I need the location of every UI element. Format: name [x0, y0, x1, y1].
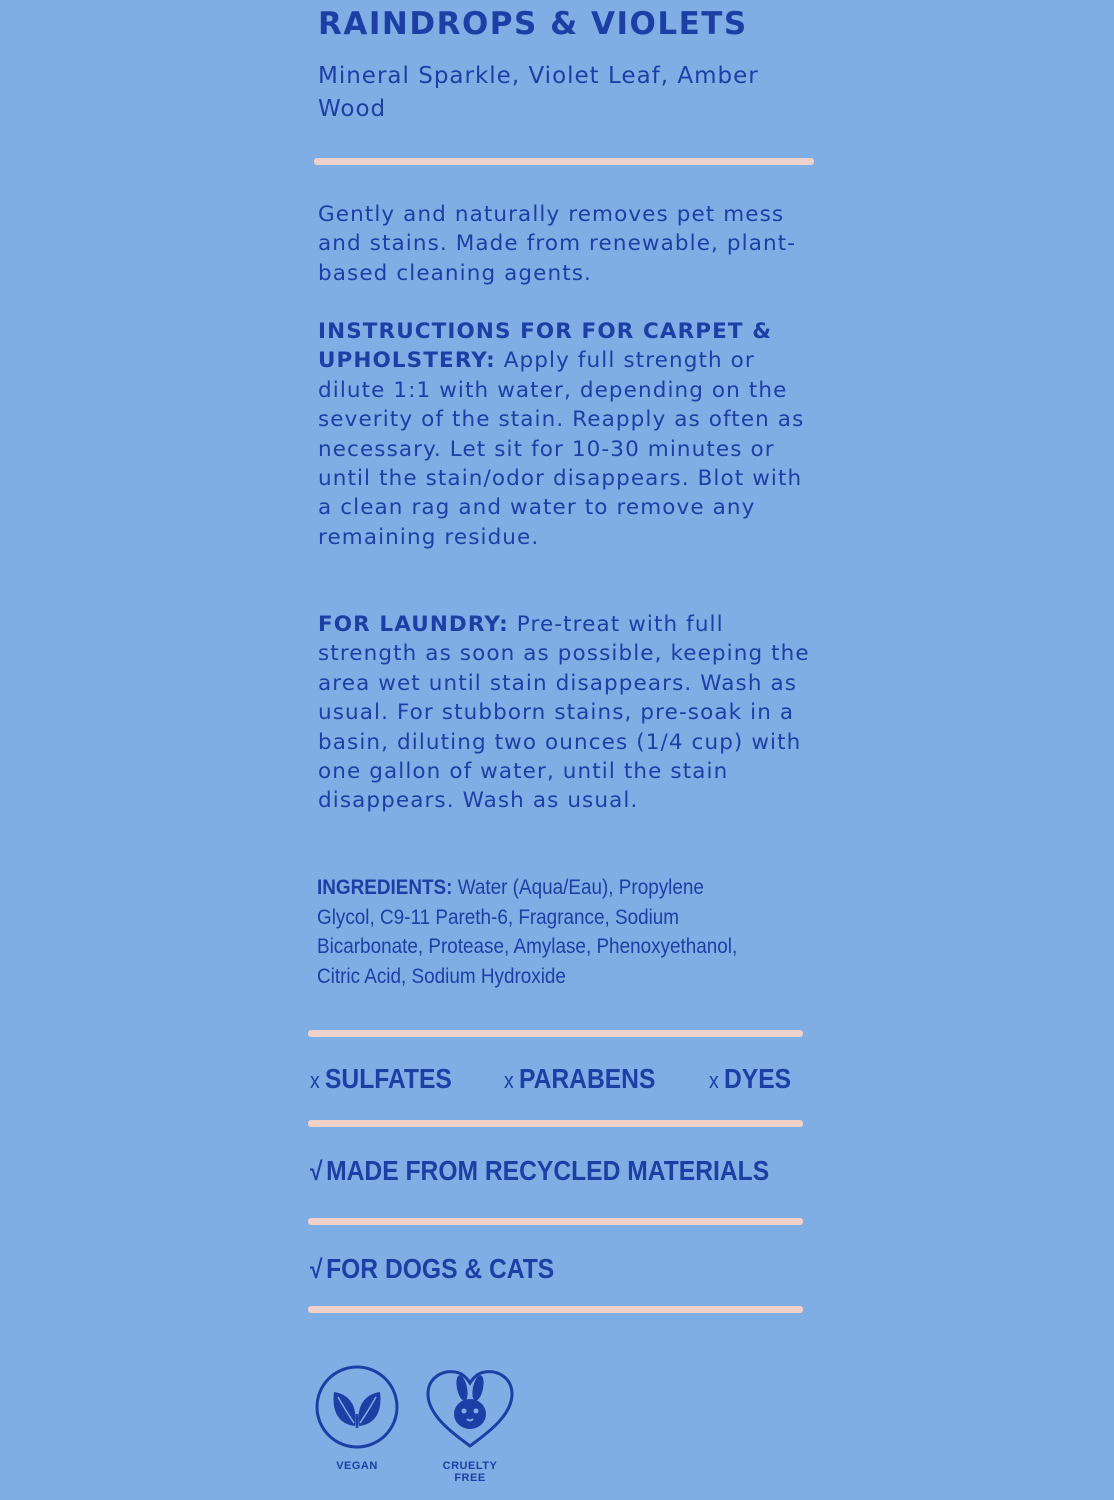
free-from-sulfates — [310, 1063, 452, 1095]
carpet-text: Apply full strength or dilute 1:1 with water, depending on the severity of the stain. Reapply as often as necessary. Let sit for 10-30 minutes or until the stain/odor disappears. Blot with a clean rag and water to remove any remaining residue. — [318, 348, 805, 550]
cruelty-label-line-2: FREE — [454, 1472, 486, 1484]
ingredients-text: Water (Aqua/Eau), Propylene Glycol, C9-11 Pareth-6, Fragrance, Sodium Bicarbonate, Protease, Amylase, Phenoxyethanol, Citric Acid, Sodium Hydroxide — [317, 876, 738, 988]
scent-notes: Mineral Sparkle, Violet Leaf, Amber Wood — [318, 63, 759, 122]
product-title: RAINDROPS & VIOLETS — [318, 6, 748, 42]
free-from-parabens — [504, 1063, 655, 1095]
divider-1 — [308, 1030, 803, 1037]
claim-label: PARABENS — [518, 1063, 656, 1094]
dogs-cats-claim — [310, 1253, 554, 1285]
laundry-heading: FOR LAUNDRY: — [318, 612, 509, 637]
x-mark-icon: x — [709, 1068, 719, 1093]
carpet-heading: INSTRUCTIONS FOR FOR CARPET & UPHOLSTERY: — [318, 319, 773, 374]
carpet-instructions — [318, 317, 818, 552]
bunny-heart-icon — [422, 1366, 518, 1452]
ingredients-heading: INGREDIENTS: — [317, 876, 453, 899]
claim-label: SULFATES — [324, 1063, 452, 1094]
claim-label: FOR DOGS & CATS — [326, 1253, 555, 1284]
cruelty-free-label — [432, 1460, 508, 1484]
divider-top — [314, 158, 814, 165]
divider-4 — [308, 1306, 803, 1313]
free-from-dyes — [709, 1063, 791, 1095]
vegan-label: VEGAN — [336, 1460, 378, 1472]
x-mark-icon: x — [504, 1068, 514, 1093]
leaf-icon — [314, 1364, 400, 1450]
divider-2 — [308, 1120, 803, 1127]
cruelty-label-line-1: CRUELTY — [442, 1460, 498, 1472]
x-mark-icon: x — [310, 1068, 320, 1093]
ingredients-list — [317, 873, 749, 991]
laundry-instructions — [318, 610, 818, 816]
intro-text: Gently and naturally removes pet mess and stains. Made from renewable, plant-based cleaning agents. — [318, 202, 797, 286]
laundry-text: Pre-treat with full strength as soon as possible, keeping the area wet until stain disappears. Wash as usual. For stubborn stains, pre-soak in a basin, diluting two ounces (1/4 cup) with one gallon of water, until the stain disappears. Wash as usual. — [318, 612, 810, 814]
claim-label: DYES — [723, 1063, 792, 1094]
divider-3 — [308, 1218, 803, 1225]
claim-label: MADE FROM RECYCLED MATERIALS — [326, 1155, 770, 1186]
check-mark-icon: √ — [310, 1156, 323, 1186]
recycled-materials-claim — [310, 1155, 769, 1187]
check-mark-icon: √ — [310, 1254, 323, 1284]
